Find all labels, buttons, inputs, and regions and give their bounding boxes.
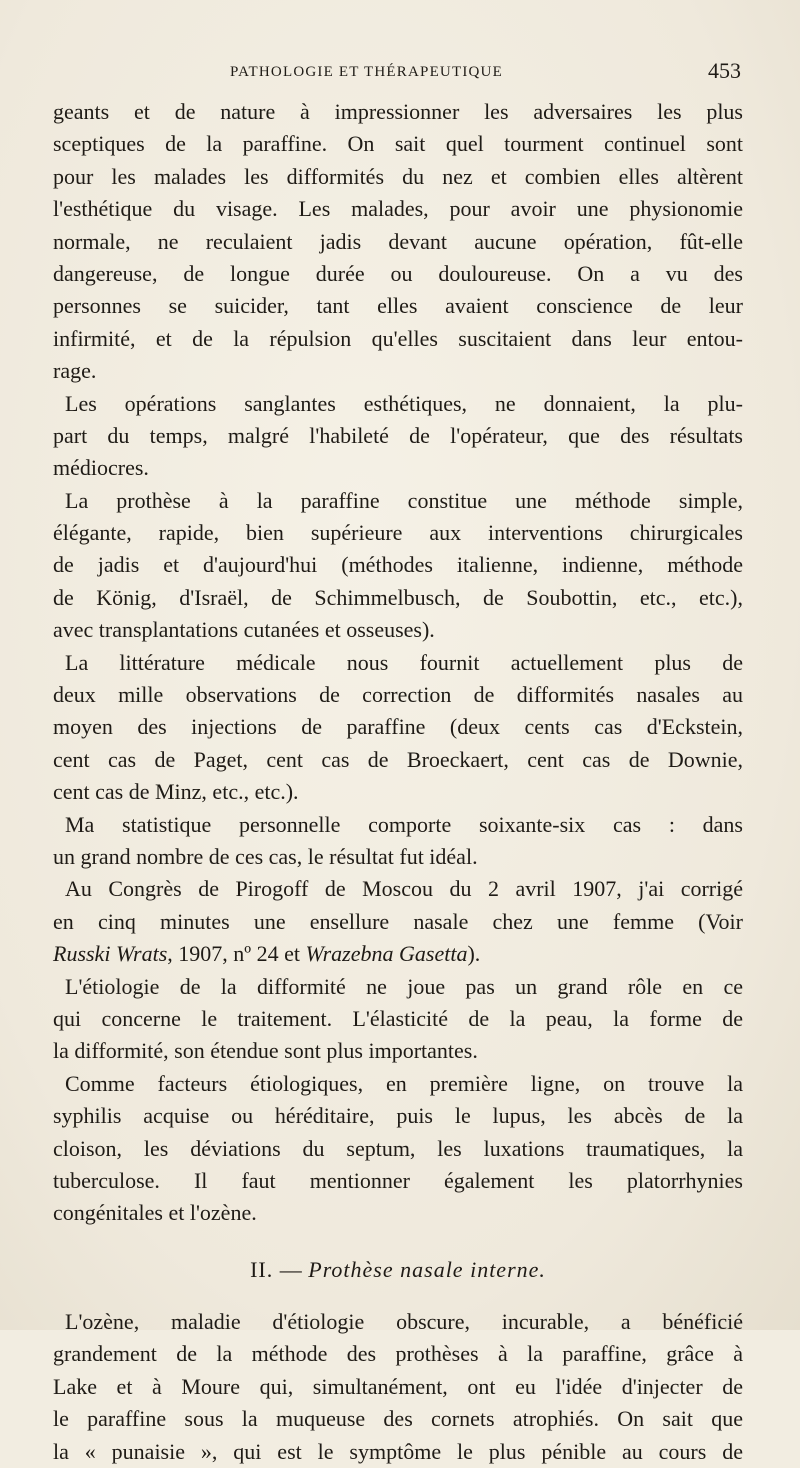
text-line: cent cas de Minz, etc., etc.). [53,779,299,805]
text-line: infirmité, et de la répulsion qu'elles suscitaient dans leur entou- [53,325,743,351]
text-line: congénitales et l'ozène. [53,1200,257,1226]
text-line: L'étiologie de la difformité ne joue pas un grand rôle en ce [65,973,743,999]
paragraph [53,485,743,647]
text-line: pour les malades les difformités du nez et combien elles altèrent [53,163,743,189]
citation-text: ). [467,941,481,967]
text-line: grandement de la méthode des prothèses à la paraffine, grâce à [53,1341,743,1367]
paragraph [53,873,743,970]
text-line: en cinq minutes une ensellure nasale chez une femme (Voir [53,908,743,934]
section-heading [53,1254,743,1286]
citation-text: , 1907, nº 24 et [167,941,306,967]
section-title: Prothèse nasale interne. [308,1256,546,1282]
page-header [53,58,741,88]
text-line: deux mille observations de correction de difformités nasales au [53,682,743,708]
text-line: tuberculose. Il faut mentionner également les platorrhynies [53,1167,743,1193]
text-line: L'ozène, maladie d'étiologie obscure, incurable, a bénéficié [65,1309,743,1335]
text-line: La littérature médicale nous fournit actuellement plus de [65,649,743,675]
text-line: Les opérations sanglantes esthétiques, ne donnaient, la plu- [65,390,743,416]
running-title: PATHOLOGIE ET THÉRAPEUTIQUE [230,64,503,80]
section-number: II. — [250,1256,303,1282]
paragraph [53,971,743,1068]
citation-line [53,938,743,970]
page-number: 453 [708,58,741,83]
text-line: moyen des injections de paraffine (deux cents cas d'Eckstein, [53,714,743,740]
paragraph [53,96,743,388]
text-line: avec transplantations cutanées et osseuses). [53,617,435,643]
text-line: de König, d'Israël, de Schimmelbusch, de Soubottin, etc., etc.), [53,584,743,610]
text-line: un grand nombre de ces cas, le résultat fut idéal. [53,843,478,869]
journal-title: Russki Wrats [53,941,168,967]
paragraph [53,647,743,809]
text-line: la « punaisie », qui est le symptôme le plus pénible au cours de [53,1438,743,1464]
text-line: qui concerne le traitement. L'élasticité de la peau, la forme de [53,1005,743,1031]
text-line: l'esthétique du visage. Les malades, pour avoir une physionomie [53,196,743,222]
text-line: syphilis acquise ou héréditaire, puis le lupus, les abcès de la [53,1103,743,1129]
text-line: le paraffine sous la muqueuse des cornets atrophiés. On sait que [53,1406,743,1432]
text-line: de jadis et d'aujourd'hui (méthodes italienne, indienne, méthode [53,552,743,578]
paragraph [53,388,743,485]
journal-title: Wrazebna Gasetta [305,941,468,967]
text-line: geants et de nature à impressionner les adversaires les plus [53,99,743,124]
text-line: médiocres. [53,455,149,481]
text-line: normale, ne reculaient jadis devant aucune opération, fût-elle [53,228,743,254]
text-line: la difformité, son étendue sont plus importantes. [53,1038,478,1064]
text-line: Comme facteurs étiologiques, en première ligne, on trouve la [65,1070,743,1096]
text-line: élégante, rapide, bien supérieure aux interventions chirurgicales [53,520,743,546]
text-line: rage. [53,358,97,384]
text-line: cent cas de Paget, cent cas de Broeckaert, cent cas de Downie, [53,746,743,772]
paragraph [53,1068,743,1230]
text-line: part du temps, malgré l'habileté de l'opérateur, que des résultats [53,422,743,448]
text-line: La prothèse à la paraffine constitue une méthode simple, [65,487,743,513]
paragraph [53,1306,743,1468]
body-text [53,96,743,1468]
text-line: Lake et à Moure qui, simultanément, ont eu l'idée d'injecter de [53,1373,743,1399]
text-line: Ma statistique personnelle comporte soixante-six cas : dans [65,811,743,837]
text-line: sceptiques de la paraffine. On sait quel tourment continuel sont [53,131,743,157]
text-line: cloison, les déviations du septum, les luxations traumatiques, la [53,1135,743,1161]
text-line: dangereuse, de longue durée ou douloureuse. On a vu des [53,260,743,286]
paragraph [53,809,743,874]
text-line: personnes se suicider, tant elles avaient conscience de leur [53,293,743,319]
text-line: Au Congrès de Pirogoff de Moscou du 2 avril 1907, j'ai corrigé [65,876,743,902]
